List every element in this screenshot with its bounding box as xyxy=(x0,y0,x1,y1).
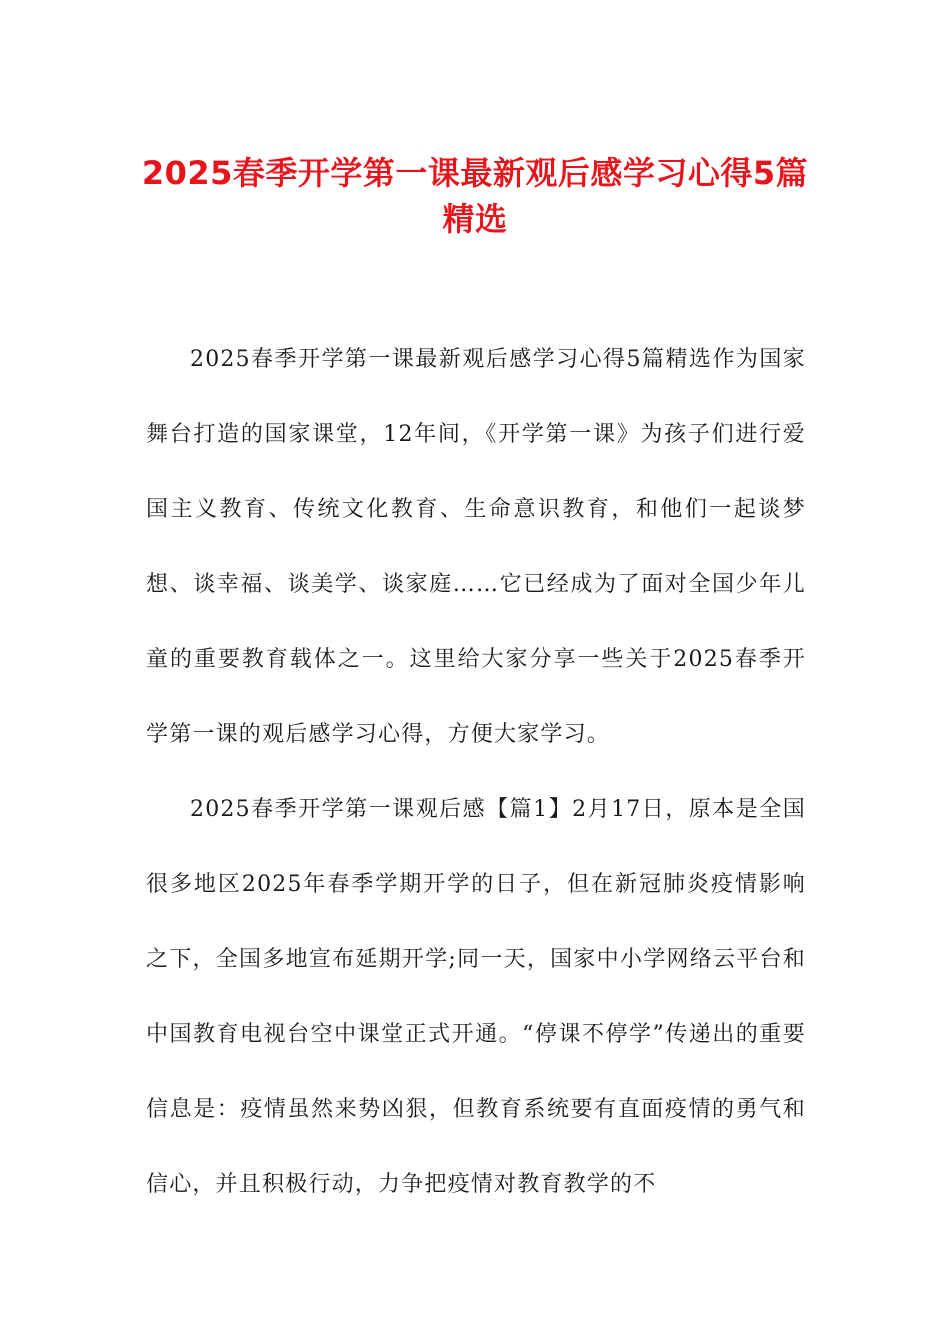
document-body xyxy=(146,322,806,1222)
paragraph-article-1: 2025春季开学第一课观后感【篇1】2月17日，原本是全国很多地区2025年春季学期开学的日子，但在新冠肺炎疫情影响之下，全国多地宣布延期开学;同一天，国家中小学网络云平台和中国教育电视台空中课堂正式开通。“停课不停学”传递出的重要信息是：疫情虽然来势凶狠，但教育系统要有直面疫情的勇气和信心，并且积极行动，力争把疫情对教育教学的不 xyxy=(146,797,806,1197)
document-title: 2025春季开学第一课最新观后感学习心得5篇精选 xyxy=(141,154,809,238)
paragraph-intro: 2025春季开学第一课最新观后感学习心得5篇精选作为国家舞台打造的国家课堂，12年间，《开学第一课》为孩子们进行爱国主义教育、传统文化教育、生命意识教育，和他们一起谈梦想、谈幸福、谈美学、谈家庭……它已经成为了面对全国少年儿童的重要教育载体之一。这里给大家分享一些关于2025春季开学第一课的观后感学习心得，方便大家学习。 xyxy=(146,347,806,747)
